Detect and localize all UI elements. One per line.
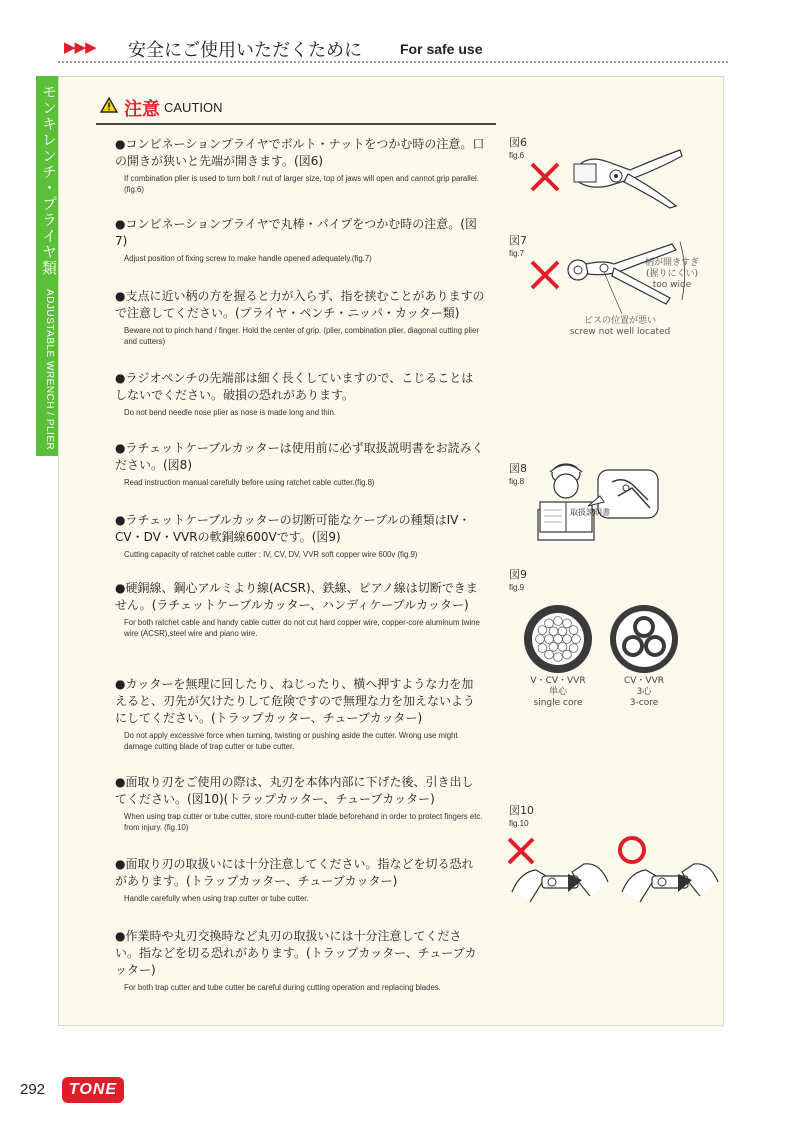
- caution-item-jp: ●コンビネーションプライヤでボルト・ナットをつかむ時の注意。口の開きが狭いと先端が開きます。(図6): [115, 137, 485, 168]
- fig7-note1-jp2: (握りにくい): [645, 269, 699, 279]
- warning-triangle-icon: [100, 97, 118, 113]
- caution-item: [115, 512, 485, 560]
- caution-item-jp: ●硬銅線、鋼心アルミより線(ACSR)、鉄線、ピアノ線は切断できません。(ラチェットケーブルカッター、ハンディケーブルカッター): [115, 581, 478, 612]
- page-number: 292: [20, 1081, 46, 1098]
- single-core-caption: [518, 676, 598, 709]
- caution-item-en: Do not bend needle nose plier as nose is made long and thin.: [124, 408, 336, 417]
- caution-item: [115, 136, 485, 195]
- header-arrows-icon: ▶▶▶: [64, 38, 96, 56]
- fig7-note-screw: [560, 316, 680, 338]
- caution-item: [115, 856, 485, 904]
- caution-item-en: Handle carefully when using trap cutter or tube cutter.: [124, 894, 309, 903]
- combination-plier-nut-icon: [568, 140, 688, 210]
- caution-item-en: For both trap cutter and tube cutter be careful during cutting operation and replacing blades.: [124, 983, 441, 992]
- wrong-cross-icon: [528, 160, 562, 194]
- caution-item-en: Adjust position of fixing screw to make handle opened adequately.(fig.7): [124, 254, 372, 263]
- wrong-cross-icon: [528, 258, 562, 292]
- fig9-label-en: fig.9: [509, 583, 525, 592]
- fig6-label-en: fig.6: [509, 151, 525, 160]
- header-title-en: For safe use: [400, 41, 483, 57]
- fig7-note1-en: too wide: [652, 280, 692, 290]
- fig7-note2-en: screw not well located: [569, 327, 671, 337]
- caution-item: [115, 216, 485, 264]
- fig10-label: [509, 802, 534, 828]
- fig6-label-jp: 図6: [509, 136, 527, 149]
- caution-item: [115, 676, 485, 752]
- three-core-caption: [604, 676, 684, 709]
- caution-label-jp: 注意: [124, 99, 160, 120]
- caution-item-jp: ●コンビネーションプライヤで丸棒・パイプをつかむ時の注意。(図7): [115, 217, 477, 248]
- caution-item-jp: ●面取り刃をご使用の際は、丸刃を本体内部に下げた後、引き出してください。(図10)(トラップカッター、チューブカッター): [115, 775, 474, 806]
- caution-item-en: If combination plier is used to turn bolt / nut of larger size, top of jaws will open and cannot grip parallel. (fig.6): [124, 174, 479, 194]
- caution-label-en: CAUTION: [164, 100, 223, 115]
- fig7-label: [509, 232, 527, 258]
- tube-cutter-correct-hands-icon: [620, 852, 720, 912]
- fig7-note-too-wide: [640, 258, 704, 291]
- caution-item: [115, 440, 485, 488]
- caution-item: [115, 288, 485, 347]
- caution-item-jp: ●ラチェットケーブルカッターは使用前に必ず取扱説明書をお読みください。(図8): [115, 441, 484, 472]
- tube-cutter-wrong-hands-icon: [510, 852, 610, 912]
- caution-item-jp: ●カッターを無理に回したり、ねじったり、横へ押すような力を加えると、刃先が欠けたりして危険ですので無理な力を加えないようにしてください。(トラップカッター、チューブカッター): [115, 677, 476, 725]
- caution-item-jp: ●ラジオペンチの先端部は細く長くしていますので、こじることはしないでください。破損の恐れがあります。: [115, 371, 474, 402]
- fig8-label-jp: 図8: [509, 462, 527, 475]
- caution-item: [115, 774, 485, 833]
- caution-item: [115, 370, 485, 418]
- fig7-label-jp: 図7: [509, 234, 527, 247]
- single-core-cable-icon: [520, 604, 596, 674]
- caution-item-jp: ●作業時や丸刃交換時など丸刃の取扱いには十分注意してください。指などを切る恐れがあります。(トラップカッター、チューブカッター): [115, 929, 477, 977]
- fig9-label: [509, 566, 527, 592]
- sidebar-label-jp: モンキレンチ・プライヤ類: [40, 84, 58, 276]
- caution-underline: [96, 123, 496, 125]
- three-core-cable-icon: [606, 604, 682, 674]
- single-core-en: single core: [533, 698, 583, 708]
- fig8-label-en: fig.8: [509, 477, 525, 486]
- single-core-type: V・CV・VVR: [530, 676, 586, 686]
- caution-item-en: Cutting capacity of ratchet cable cutter : IV, CV, DV, VVR soft copper wire 600v (fig.9): [124, 550, 418, 559]
- page-header: [58, 36, 728, 62]
- three-core-en: 3-core: [629, 698, 659, 708]
- caution-heading: [96, 93, 496, 123]
- sidebar-label-en: ADJUSTABLE WRENCH / PLIER: [44, 288, 55, 451]
- fig8-label: [509, 460, 527, 486]
- caution-item-en: Beware not to pinch hand / finger. Hold the center of grip. (plier, combination plier, diagonal cutting plier and cutters): [124, 326, 479, 346]
- header-title-jp: 安全にご使用いただくために: [128, 40, 362, 61]
- three-core-jp: 3心: [636, 687, 652, 697]
- fig8-book-label: 取扱説明書: [570, 508, 610, 517]
- tone-logo: TONE: [62, 1077, 124, 1103]
- header-divider: [58, 61, 728, 63]
- caution-item-en: Read instruction manual carefully before using ratchet cable cutter.(fig.8): [124, 478, 375, 487]
- fig7-label-en: fig.7: [509, 249, 525, 258]
- caution-item: [115, 580, 485, 639]
- fig10-label-en: fig.10: [509, 819, 529, 828]
- three-core-type: CV・VVR: [623, 676, 664, 686]
- fig6-label: [509, 134, 527, 160]
- caution-item-jp: ●面取り刃の取扱いには十分注意してください。指などを切る恐れがあります。(トラップカッター、チューブカッター): [115, 857, 474, 888]
- fig7-note1-jp1: 柄が開きすぎ: [644, 258, 699, 268]
- worker-reading-manual-icon: [528, 456, 662, 540]
- fig9-label-jp: 図9: [509, 568, 527, 581]
- category-sidebar-tab: [36, 76, 58, 456]
- caution-item-jp: ●支点に近い柄の方を握ると力が入らず、指を挟むことがありますので注意してください。(プライヤ・ペンチ・ニッパ・カッター類): [115, 289, 485, 320]
- caution-item-en: When using trap cutter or tube cutter, store round-cutter blade beforehand in order to protect fingers etc. from injury. (fig.10): [124, 812, 483, 832]
- caution-item-en: For both ratchet cable and handy cable cutter do not cut hard copper wire, copper-core aluminum twine wire (ACSR),steel wire and piano wire.: [124, 618, 480, 638]
- caution-item: [115, 928, 485, 993]
- fig10-label-jp: 図10: [509, 804, 534, 817]
- single-core-jp: 単心: [548, 687, 567, 697]
- caution-item-jp: ●ラチェットケーブルカッターの切断可能なケーブルの種類はIV・CV・DV・VVRの軟銅線600Vです。(図9): [115, 513, 471, 544]
- fig7-note2-jp: ビスの位置が悪い: [583, 316, 656, 326]
- caution-item-en: Do not apply excessive force when turning, twisting or pushing aside the cutter. Wrong use might damage cutting blade of trap cutter or tube cutter.: [124, 731, 458, 751]
